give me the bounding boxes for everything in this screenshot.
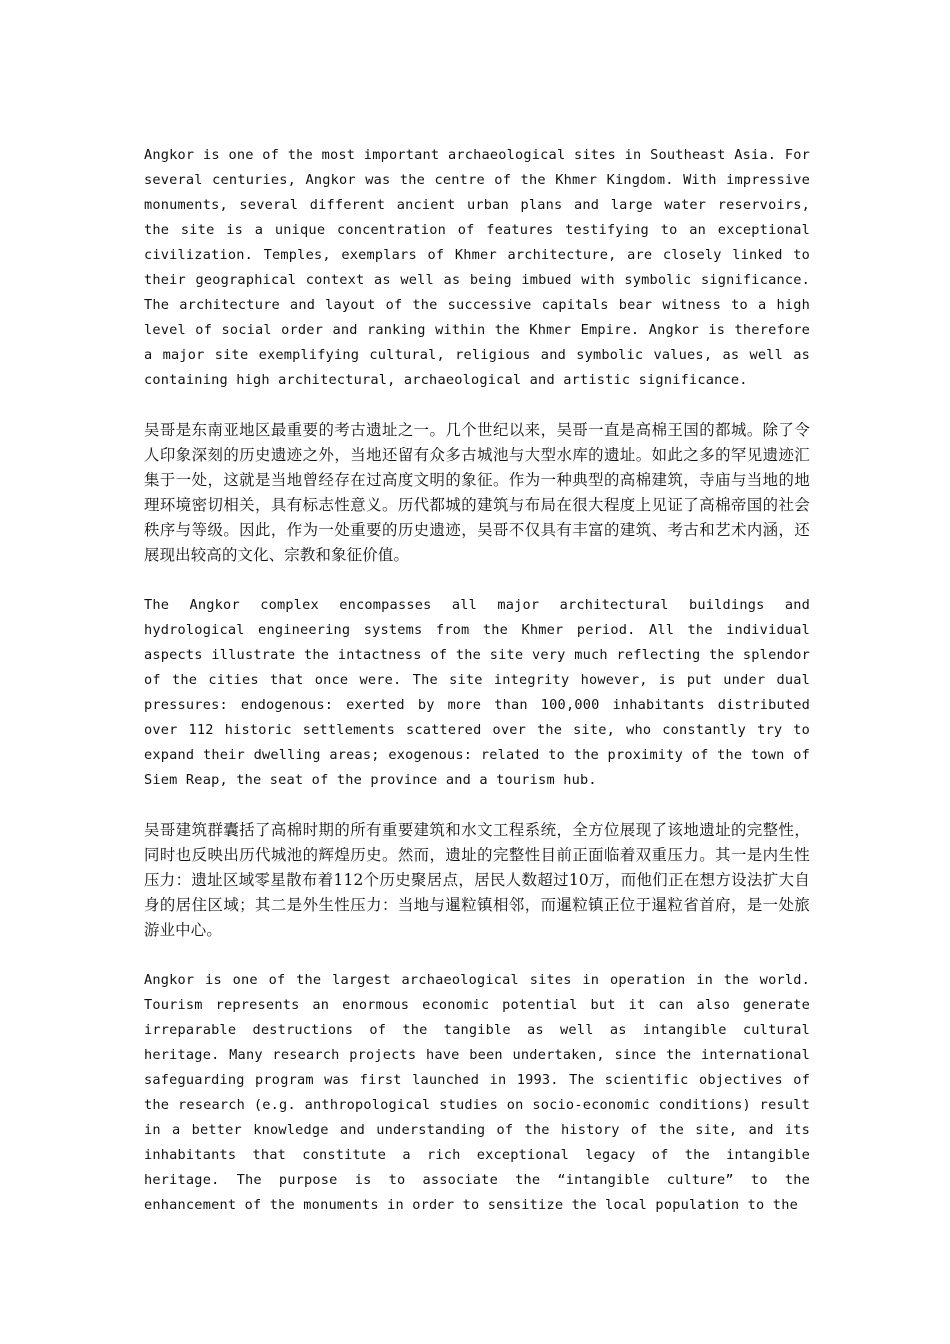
paragraph-zh-1: 吴哥是东南亚地区最重要的考古遗址之一。几个世纪以来，吴哥一直是高棉王国的都城。除了令人印象深刻的历史遗迹之外，当地还留有众多古城池与大型水库的遗址。如此之多的罕见遗迹汇集于一处，这就是当地曾经存在过高度文明的象征。作为一种典型的高棉建筑，寺庙与当地的地理环境密切相关，具有标志性意义。历代都城的建筑与布局在很大程度上见证了高棉帝国的社会秩序与等级。因此，作为一处重要的历史遗迹，吴哥不仅具有丰富的建筑、考古和艺术内涵，还展现出较高的文化、宗教和象征价值。: [144, 421, 810, 564]
paragraph-en-3: Angkor is one of the largest archaeological sites in operation in the world. Tourism represents an enormous economic potential but it can also generate irreparable destructions of the tangible as well as intangible cultural heritage. Many research projects have been undertaken, since the international safeguarding program was first launched in 1993. The scientific objectives of the research (e.g. anthropological studies on socio-economic conditions) result in a better knowledge and understanding of the history of the site, and its inhabitants that constitute a rich exceptional legacy of the intangible heritage. The purpose is to associate the “intangible culture” to the enhancement of the monuments in order to sensitize the local population to the: [144, 972, 810, 1213]
paragraph-en-2: The Angkor complex encompasses all major architectural buildings and hydrological engineering systems from the Khmer period. All the individual aspects illustrate the intactness of the site very much reflecting the splendor of the cities that once were. The site integrity however, is put under dual pressures: endogenous: exerted by more than 100,000 inhabitants distributed over 112 historic settlements scattered over the site, who constantly try to expand their dwelling areas; exogenous: related to the proximity of the town of Siem Reap, the seat of the province and a tourism hub.: [144, 597, 810, 788]
paragraph-spacer: [144, 943, 810, 968]
paragraph-spacer: [144, 568, 810, 593]
paragraph-en-1: Angkor is one of the most important archaeological sites in Southeast Asia. For several centuries, Angkor was the centre of the Khmer Kingdom. With impressive monuments, several different ancient urban plans and large water reservoirs, the site is a unique concentration of features testifying to an exceptional civilization. Temples, exemplars of Khmer architecture, are closely linked to their geographical context as well as being imbued with symbolic significance. The architecture and layout of the successive capitals bear witness to a high level of social order and ranking within the Khmer Empire. Angkor is therefore a major site exemplifying cultural, religious and symbolic values, as well as containing high architectural, archaeological and artistic significance.: [144, 147, 810, 388]
paragraph-zh-2: 吴哥建筑群囊括了高棉时期的所有重要建筑和水文工程系统，全方位展现了该地遗址的完整性，同时也反映出历代城池的辉煌历史。然而，遗址的完整性目前正面临着双重压力。其一是内生性压力：遗址区域零星散布着112个历史聚居点，居民人数超过10万，而他们正在想方设法扩大自身的居住区域；其二是外生性压力：当地与暹粒镇相邻，而暹粒镇正位于暹粒省首府，是一处旅游业中心。: [144, 821, 810, 939]
document-page: [144, 143, 810, 1218]
paragraph-spacer: [144, 393, 810, 418]
paragraph-spacer: [144, 793, 810, 818]
